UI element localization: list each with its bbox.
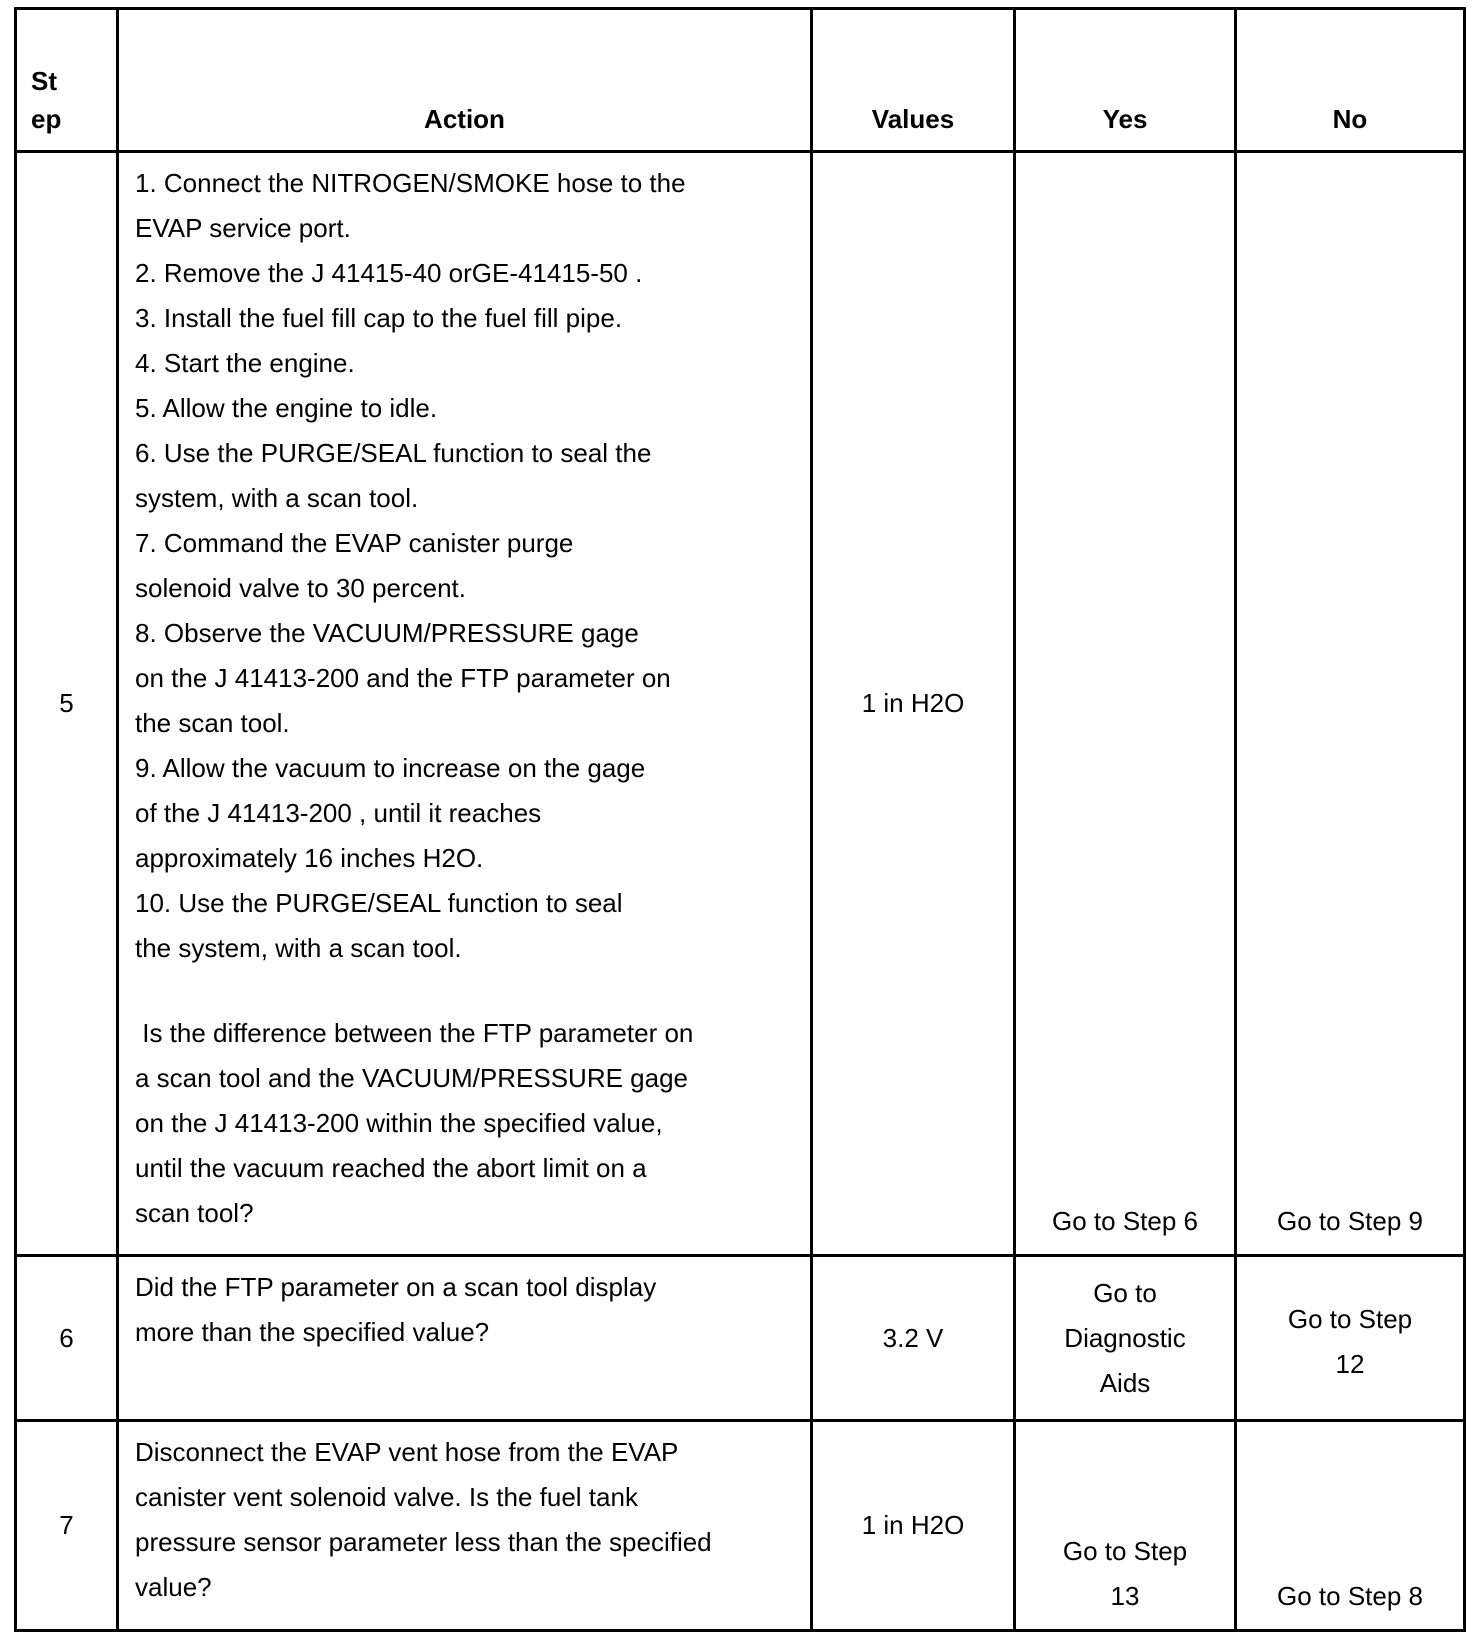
action-line: 7. Command the EVAP canister purge xyxy=(135,528,574,558)
step-number: 7 xyxy=(16,1421,118,1631)
action-line: 3. Install the fuel fill cap to the fuel fill pipe. xyxy=(135,303,623,333)
action-line: canister vent solenoid valve. Is the fuel tank xyxy=(135,1482,638,1512)
header-yes: Yes xyxy=(1015,9,1236,152)
action-line: Disconnect the EVAP vent hose from the EVAP xyxy=(135,1437,679,1467)
no-cell xyxy=(1236,1256,1465,1421)
step-number: 5 xyxy=(16,152,118,1256)
action-line: EVAP service port. xyxy=(135,213,351,243)
yes-text: Go to Step 13 xyxy=(1062,1536,1188,1611)
action-line: 8. Observe the VACUUM/PRESSURE gage xyxy=(135,618,639,648)
action-line: 9. Allow the vacuum to increase on the gage xyxy=(135,753,646,783)
action-line: the scan tool. xyxy=(135,708,290,738)
action-line: solenoid valve to 30 percent. xyxy=(135,573,466,603)
header-step-text: St ep xyxy=(31,66,62,134)
question-line: a scan tool and the VACUUM/PRESSURE gage xyxy=(135,1063,689,1093)
no-cell: Go to Step 9 xyxy=(1236,152,1465,1256)
action-line: more than the specified value? xyxy=(135,1317,490,1347)
question-line: on the J 41413-200 within the specified value, xyxy=(135,1108,663,1138)
action-line: system, with a scan tool. xyxy=(135,483,419,513)
header-action: Action xyxy=(118,9,812,152)
action-line: 4. Start the engine. xyxy=(135,348,355,378)
table-row-step-6 xyxy=(16,1256,1465,1421)
action-line: 5. Allow the engine to idle. xyxy=(135,393,438,423)
yes-cell: Go to Step 6 xyxy=(1015,152,1236,1256)
question-line: until the vacuum reached the abort limit on a xyxy=(135,1153,647,1183)
table-row-step-7 xyxy=(16,1421,1465,1631)
header-no: No xyxy=(1236,9,1465,152)
action-cell xyxy=(118,1421,812,1631)
action-line: of the J 41413-200 , until it reaches xyxy=(135,798,542,828)
no-cell: Go to Step 8 xyxy=(1236,1421,1465,1631)
yes-text: Go to Diagnostic Aids xyxy=(1064,1277,1186,1398)
action-line: on the J 41413-200 and the FTP parameter on xyxy=(135,663,671,693)
action-line: 6. Use the PURGE/SEAL function to seal the xyxy=(135,438,652,468)
action-line: 2. Remove the J 41415-40 orGE-41415-50 . xyxy=(135,258,643,288)
question-line: scan tool? xyxy=(135,1198,254,1228)
header-step xyxy=(16,9,118,152)
table-row-step-5 xyxy=(16,152,1465,1256)
yes-cell xyxy=(1015,1256,1236,1421)
diagnostic-table xyxy=(14,7,1466,1632)
values-cell: 1 in H2O xyxy=(812,152,1015,1256)
step-number: 6 xyxy=(16,1256,118,1421)
spacer xyxy=(135,971,796,1011)
action-line: 1. Connect the NITROGEN/SMOKE hose to the xyxy=(135,168,686,198)
question-line: Is the difference between the FTP parameter on xyxy=(135,1018,694,1048)
action-line: approximately 16 inches H2O. xyxy=(135,843,484,873)
action-line: the system, with a scan tool. xyxy=(135,933,462,963)
action-cell xyxy=(118,152,812,1256)
header-values: Values xyxy=(812,9,1015,152)
action-line: value? xyxy=(135,1572,212,1602)
values-cell: 3.2 V xyxy=(812,1256,1015,1421)
action-cell xyxy=(118,1256,812,1421)
action-line: 10. Use the PURGE/SEAL function to seal xyxy=(135,888,623,918)
action-line: pressure sensor parameter less than the specified xyxy=(135,1527,712,1557)
table-header-row xyxy=(16,9,1465,152)
yes-cell xyxy=(1015,1421,1236,1631)
values-cell: 1 in H2O xyxy=(812,1421,1015,1631)
no-text: Go to Step 12 xyxy=(1287,1304,1413,1379)
action-line: Did the FTP parameter on a scan tool display xyxy=(135,1272,657,1302)
